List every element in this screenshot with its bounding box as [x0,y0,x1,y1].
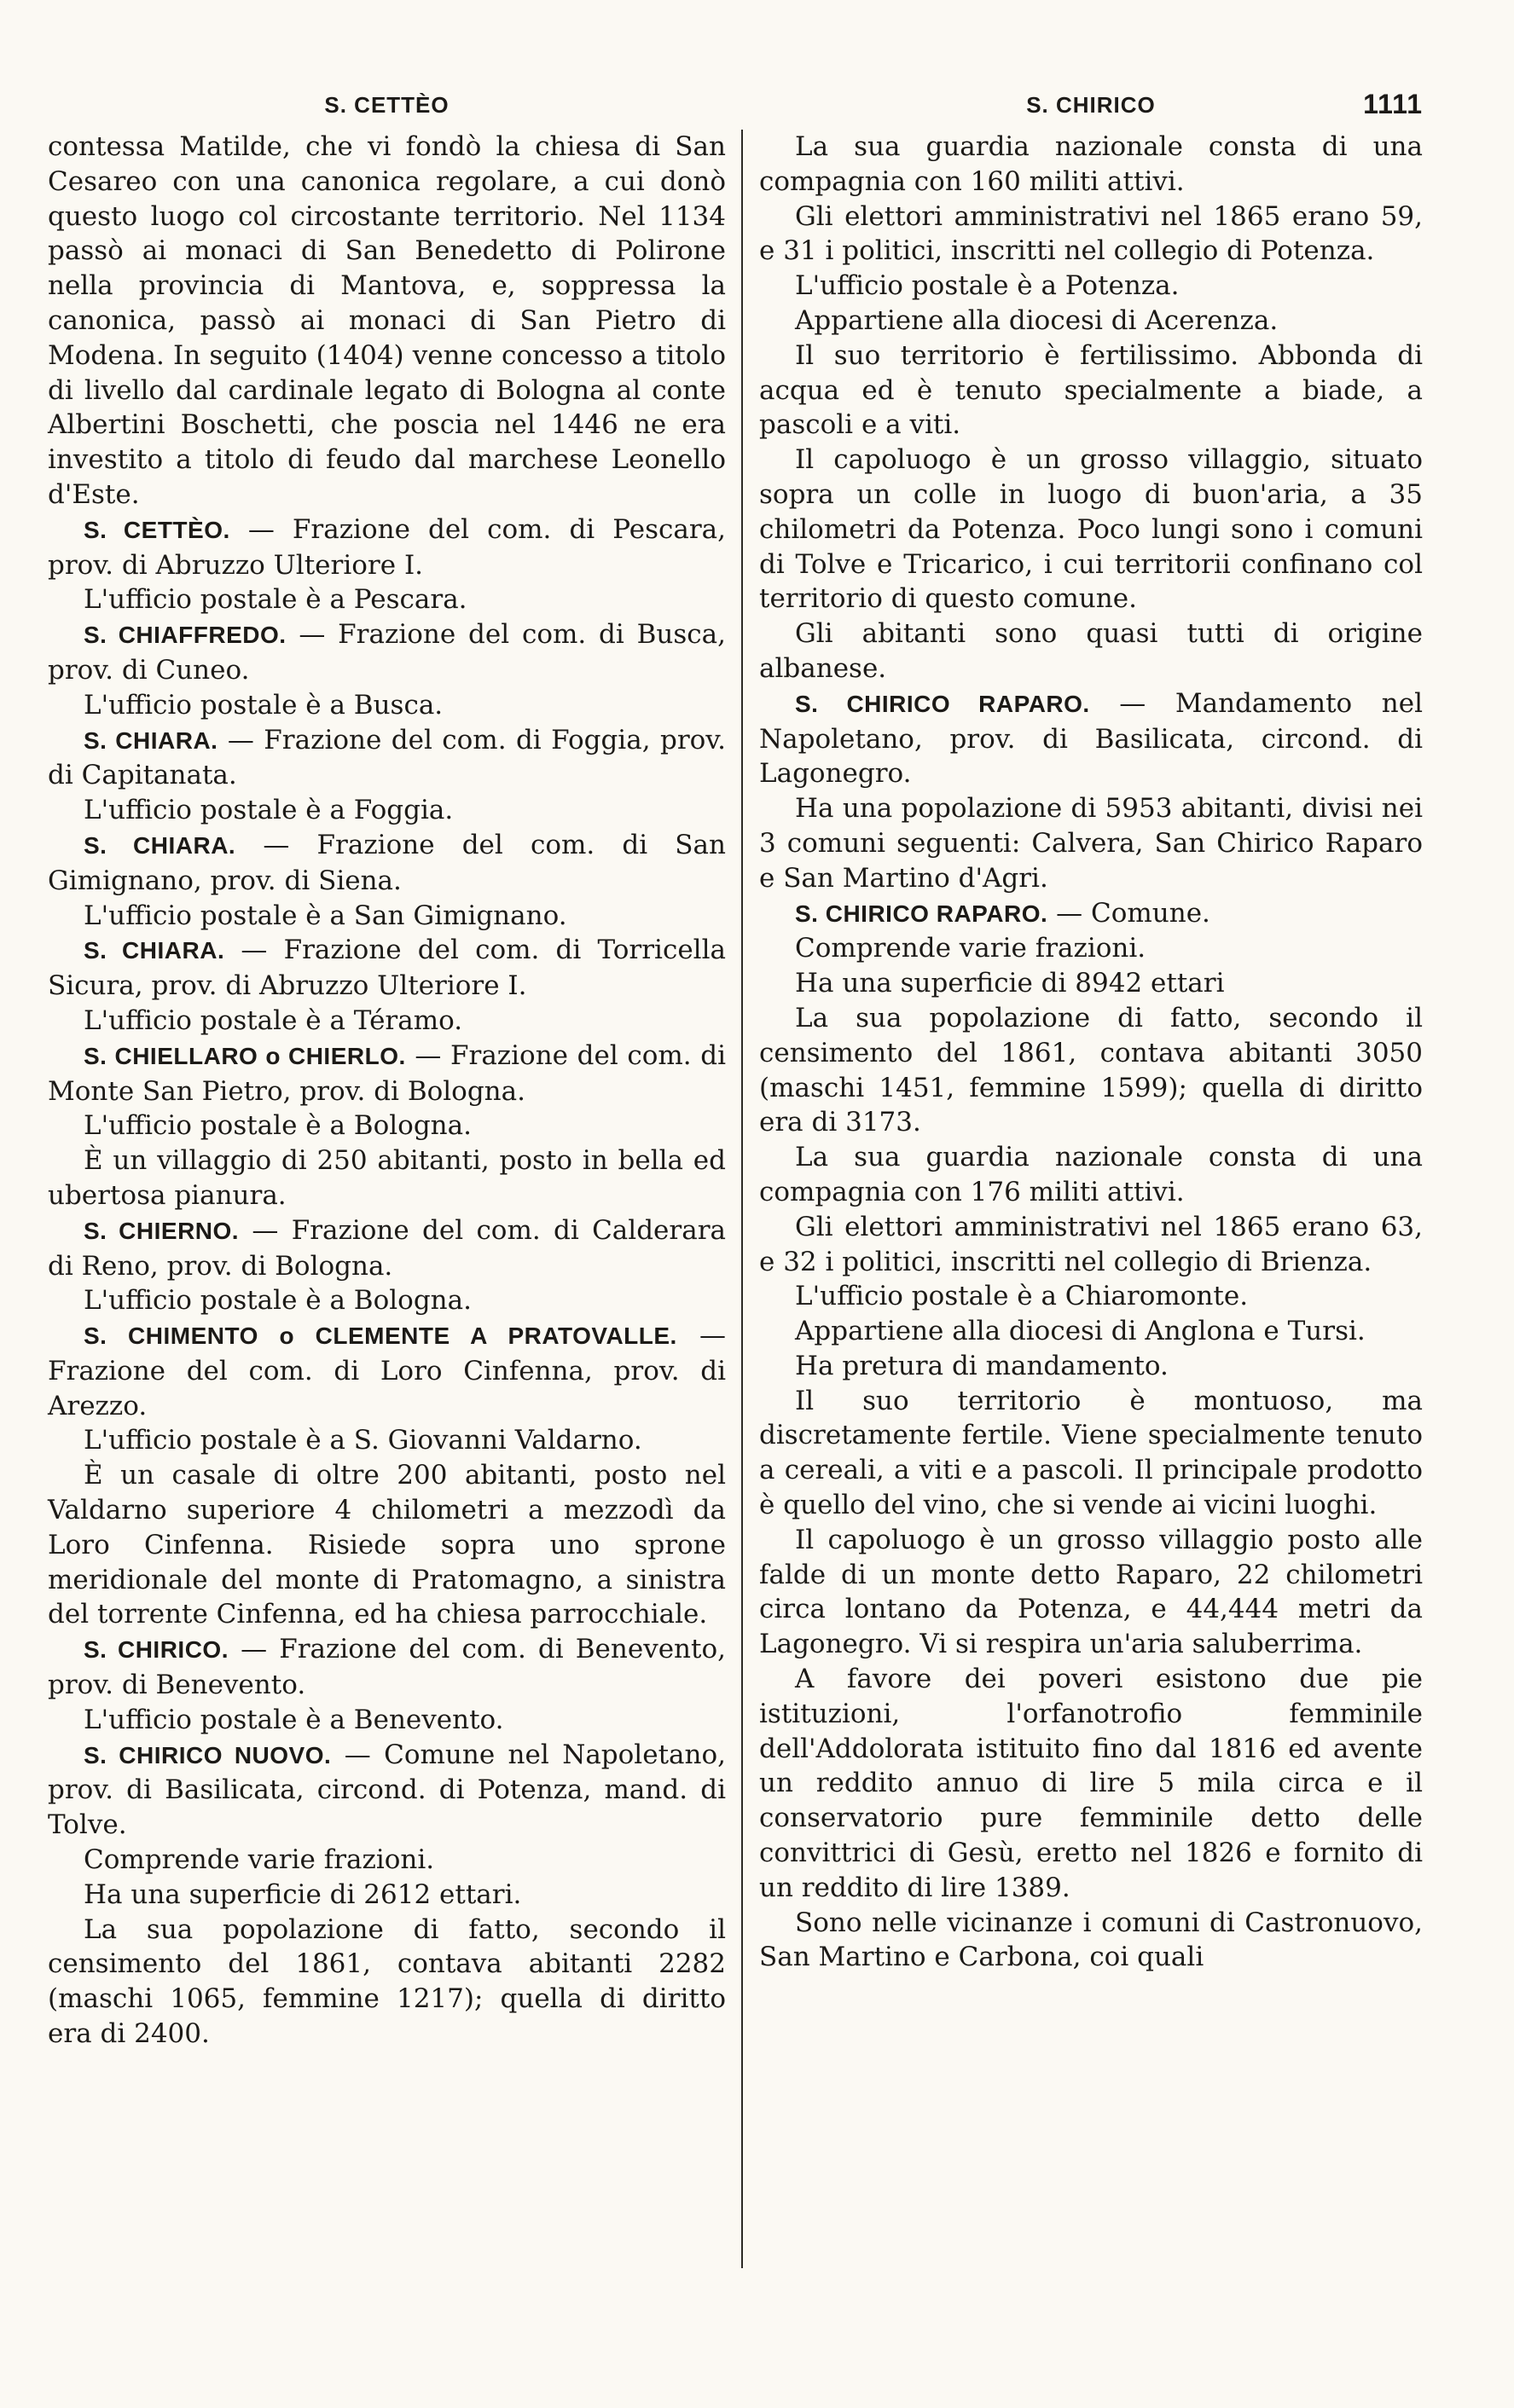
paragraph [48,1004,726,1039]
paragraph [48,899,726,934]
paragraph [48,1878,726,1913]
entry-text: A favore dei poveri esistono due pie istituzioni, l'orfanotrofio femminile dell'Addolorata istituito fino dal 1816 ed avente un reddito annuo di lire 5 mila circa e il conservatorio pure femminile detto delle convittrici di Gesù, eretto nel 1826 e fornito di un reddito di lire 1389. [759,1664,1423,1903]
paragraph [48,617,726,688]
entry-text: — Mandamento nel Napoletano, prov. di Basilicata, circond. di Lagonegro. [759,687,1423,790]
paragraph [759,1906,1423,1976]
entry-text: La sua guardia nazionale consta di una compagnia con 176 militi attivi. [759,1142,1423,1207]
entry-text: L'ufficio postale è a San Gimignano. [84,900,567,931]
entry-text: L'ufficio postale è a Téramo. [84,1004,463,1036]
entry-text: — Frazione del com. di Benevento, prov. di Benevento. [48,1634,727,1701]
entry-headword: S. CHIRICO RAPARO. [795,690,1090,717]
entry-text: La sua popolazione di fatto, secondo il censimento del 1861, contava abitanti 2282 (maschi 1065, femmine 1217); quella di diritto era di 2400. [48,1913,726,2050]
paragraph [48,1108,726,1143]
entry-text: Il capoluogo è un grosso villaggio posto alle falde di un monte detto Raparo, 22 chilometri circa lontano da Potenza, e 44,444 metri da Lagonegro. Vi si respira un'aria saluberrima. [759,1524,1423,1660]
entry-headword: S. CHIRICO. [84,1636,229,1664]
entry-text: È un villaggio di 250 abitanti, posto in bella ed ubertosa pianura. [48,1145,726,1211]
running-head-right [759,89,1423,126]
entry-text: Ha una superficie di 8942 ettari [795,968,1225,999]
paragraph [48,1318,726,1423]
entry-text: Il suo territorio è montuoso, ma discretamente fertile. Viene specialmente tenuto a cereali, a viti e a pascoli. Il principale prodotto è quello del vino, che si vende ai vicini luoghi. [759,1385,1423,1521]
running-head-title: S. CHIRICO [1026,92,1156,118]
paragraph [759,1662,1423,1906]
paragraph [48,793,726,828]
paragraph [759,443,1423,616]
entry-text: Ha pretura di mandamento. [795,1350,1169,1381]
entry-text: La sua guardia nazionale consta di una compagnia con 160 militi attivi. [759,131,1423,197]
entry-text: Appartiene alla diocesi di Acerenza. [795,304,1279,336]
page-number: 1111 [1363,89,1423,119]
entry-text: L'ufficio postale è a Chiaromonte. [795,1281,1249,1312]
paragraph [48,1738,726,1843]
entry-text: Gli elettori amministrativi nel 1865 erano 59, e 31 i politici, inscritti nel collegio di Potenza. [759,200,1423,267]
left-column [48,130,726,2052]
paragraph [48,1632,726,1703]
paragraph [48,1423,726,1458]
paragraph [759,616,1423,686]
entry-text: Il suo territorio è fertilissimo. Abbonda di acqua ed è tenuto specialmente a biade, a pascoli e a viti. [759,339,1423,441]
entry-text: Gli elettori amministrativi nel 1865 erano 63, e 32 i politici, inscritti nel collegio di Brienza. [759,1211,1423,1277]
paragraph [48,1213,726,1284]
paragraph [759,686,1423,791]
right-column [759,130,1423,1975]
paragraph [48,828,726,899]
column-divider [741,130,743,2268]
paragraph [48,723,726,794]
paragraph [759,200,1423,269]
paragraph [759,1349,1423,1384]
paragraph [759,896,1423,932]
entry-text: Sono nelle vicinanze i comuni di Castronuovo, San Martino e Carbona, coi quali [759,1907,1423,1973]
paragraph [759,339,1423,443]
paragraph [759,791,1423,895]
paragraph [48,688,726,723]
entry-headword: S. CHIARA. [84,831,236,859]
paragraph [759,1384,1423,1523]
entry-text: contessa Matilde, che vi fondò la chiesa di San Cesareo con una canonica regolare, a cui donò questo luogo col circostante territorio. Nel 1134 passò ai monaci di San Benedetto di Polirone nella provincia di Mantova, e, soppressa la canonica, passò ai monaci di San Pietro di Modena. In seguito (1404) venne concesso a titolo di livello dal cardinale legato di Bologna al conte Albertini Boschetti, che poscia nel 1446 ne era investito a titolo di feudo dal marchese Leonello d'Este. [48,131,726,510]
paragraph [759,1314,1423,1349]
paragraph [759,966,1423,1001]
entry-headword: S. CETTÈO. [84,516,230,543]
entry-text: L'ufficio postale è a Bologna. [84,1285,472,1317]
paragraph [48,933,726,1004]
entry-headword: S. CHIARA. [84,937,225,964]
paragraph [759,1001,1423,1140]
entry-headword: S. CHIARA. [84,726,218,754]
entry-text: L'ufficio postale è a Foggia. [84,795,454,826]
entry-headword: S. CHIELLARO o CHIERLO. [84,1042,406,1069]
entry-text: Comprende varie frazioni. [84,1844,435,1876]
paragraph [48,512,726,583]
entry-text: L'ufficio postale è a Pescara. [84,584,467,616]
paragraph [759,1140,1423,1210]
entry-text: Ha una popolazione di 5953 abitanti, divisi nei 3 comuni seguenti: Calvera, San Chirico Raparo e San Martino d'Agri. [759,793,1423,894]
entry-text: Gli abitanti sono quasi tutti di origine albanese. [759,618,1423,684]
entry-text: L'ufficio postale è a S. Giovanni Valdarno. [84,1425,642,1456]
entry-text: — Frazione del com. di Busca, prov. di Cuneo. [48,619,726,686]
entry-text: L'ufficio postale è a Busca. [84,689,444,721]
entry-text: Comprende varie frazioni. [795,933,1146,964]
paragraph [48,130,726,512]
entry-text: — Frazione del com. di Loro Cinfenna, prov. di Arezzo. [48,1320,727,1421]
entry-text: La sua popolazione di fatto, secondo il censimento del 1861, contava abitanti 3050 (maschi 1451, femmine 1599); quella di diritto era di 3173. [759,1002,1423,1138]
entry-text: L'ufficio postale è a Bologna. [84,1110,472,1142]
paragraph [48,1283,726,1318]
paragraph [759,1279,1423,1314]
entry-headword: S. CHIRICO NUOVO. [84,1741,332,1768]
paragraph [48,1039,726,1109]
entry-text: — Frazione del com. di Calderara di Reno, prov. di Bologna. [48,1214,727,1282]
entry-text: — Comune nel Napoletano, prov. di Basilicata, circond. di Potenza, mand. di Tolve. [48,1739,726,1841]
paragraph [759,1210,1423,1280]
paragraph [759,1523,1423,1662]
entry-text: Ha una superficie di 2612 ettari. [84,1878,522,1910]
paragraph [48,1143,726,1213]
paragraph [48,582,726,617]
entry-text: — Comune. [1047,897,1210,929]
paragraph [759,130,1423,200]
entry-text: Il capoluogo è un grosso villaggio, situato sopra un colle in luogo di buon'aria, a 35 chilometri da Potenza. Poco lungi sono i comuni di Tolve e Tricarico, i cui territorii confinano col territorio di questo comune. [759,444,1423,615]
entry-text: — Frazione del com. di Monte San Pietro, prov. di Bologna. [48,1039,727,1107]
running-head-left: S. CETTÈO [324,92,450,118]
paragraph [48,1913,726,2052]
entry-text: — Frazione del com. di San Gimignano, prov. di Siena. [48,829,726,896]
entry-headword: S. CHIAFFREDO. [84,622,287,649]
paragraph [759,304,1423,339]
paragraph [759,931,1423,966]
entry-headword: S. CHIERNO. [84,1217,240,1244]
entry-text: L'ufficio postale è a Potenza. [795,270,1180,302]
entry-text: — Frazione del com. di Pescara, prov. di Abruzzo Ulteriore I. [48,513,726,581]
entry-text: — Frazione del com. di Torricella Sicura, prov. di Abruzzo Ulteriore I. [48,935,726,1002]
entry-text: — Frazione del com. di Foggia, prov. di Capitanata. [48,724,726,791]
entry-text: È un casale di oltre 200 abitanti, posto nel Valdarno superiore 4 chilometri a mezzodì da Loro Cinfenna. Risiede sopra uno sprone meridionale del monte di Pratomagno, a sinistra del torrente Cinfenna, ed ha chiesa parrocchiale. [48,1460,726,1630]
paragraph [759,269,1423,304]
entry-headword: S. CHIRICO RAPARO. [795,900,1048,927]
entry-headword: S. CHIMENTO o CLEMENTE A PRATOVALLE. [84,1323,677,1350]
paragraph [48,1703,726,1738]
paragraph [48,1458,726,1632]
paragraph [48,1843,726,1878]
entry-text: L'ufficio postale è a Benevento. [84,1704,504,1735]
entry-text: Appartiene alla diocesi di Anglona e Tursi. [795,1316,1366,1347]
